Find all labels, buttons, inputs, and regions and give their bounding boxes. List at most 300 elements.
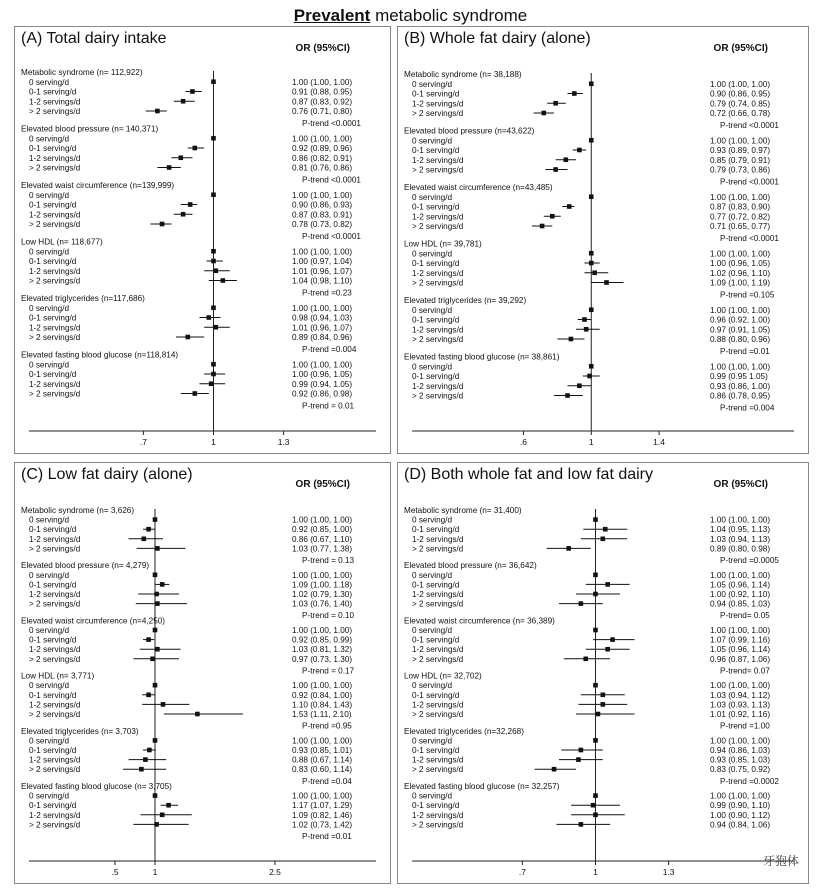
panel-title: (C) Low fat dairy (alone) — [21, 466, 193, 483]
x-tick-label: 1 — [211, 437, 216, 447]
or-ci-label: 1.03 (0.94, 1.13) — [710, 534, 771, 544]
row-label: > 2 servings/d — [29, 710, 81, 719]
or-ci-label: 0.79 (0.73, 0.86) — [710, 165, 771, 175]
row-label: 0 serving/d — [29, 736, 70, 746]
or-marker — [209, 381, 214, 386]
group-label: Elevated blood pressure (n= 140,371) — [21, 124, 159, 134]
or-ci-label: 0.77 (0.72, 0.82) — [710, 212, 771, 222]
or-ci-label: 1.00 (1.00, 1.00) — [710, 305, 771, 315]
or-ci-label: 0.99 (0.95 1.05) — [710, 372, 768, 381]
or-ci-label: 1.00 (1.00, 1.00) — [710, 362, 771, 372]
row-label: 0 serving/d — [29, 247, 70, 257]
or-ci-label: 0.90 (0.86, 0.95) — [710, 89, 771, 99]
or-ci-label: 1.00 (1.00, 1.00) — [710, 249, 771, 259]
or-marker — [591, 803, 596, 808]
or-header: OR (95%CI) — [295, 43, 350, 54]
group-label: Elevated waist circumference (n=4,250) — [21, 616, 166, 626]
forest-plot — [398, 27, 808, 453]
row-label: > 2 servings/d — [412, 109, 464, 118]
or-marker — [589, 138, 594, 143]
row-label: 0 serving/d — [412, 736, 453, 746]
group-label: Metabolic syndrome (n= 3,626) — [21, 506, 135, 515]
watermark-text: 牙狍体 — [762, 854, 799, 868]
row-label: 0-1 serving/d — [29, 580, 77, 590]
or-ci-label: 1.03 (0.76, 1.40) — [292, 599, 353, 609]
panel-whole-fat — [397, 26, 809, 454]
group-label: Elevated waist circumference (n=139,999) — [21, 181, 175, 190]
or-ci-label: 1.02 (0.96, 1.10) — [710, 268, 771, 278]
or-ci-label: 0.92 (0.85, 1.00) — [292, 525, 353, 535]
or-ci-label: 1.00 (1.00, 1.00) — [710, 79, 771, 89]
row-label: > 2 servings/d — [29, 544, 81, 554]
row-label: 0-1 serving/d — [412, 746, 460, 755]
group-label: Elevated triglycerides (n= 39,292) — [404, 296, 527, 305]
or-marker — [589, 251, 594, 256]
row-label: 0-1 serving/d — [29, 690, 77, 700]
or-marker — [160, 813, 165, 818]
row-label: > 2 servings/d — [29, 389, 81, 399]
or-marker — [193, 391, 198, 396]
or-ci-label: 1.00 (1.00, 1.00) — [710, 791, 771, 801]
or-marker — [589, 261, 594, 266]
or-marker — [188, 202, 193, 207]
or-ci-label: 1.05 (0.96, 1.14) — [710, 580, 771, 590]
group-label: Metabolic syndrome (n= 112,922) — [21, 68, 143, 77]
or-marker — [601, 537, 606, 542]
or-ci-label: 1.09 (1.00, 1.19) — [710, 278, 771, 288]
or-marker — [553, 167, 558, 172]
x-tick-label: 1 — [152, 867, 158, 877]
row-label: > 2 servings/d — [412, 165, 464, 175]
group-label: Low HDL (n= 39,781) — [404, 239, 482, 249]
or-ci-label: 0.99 (0.94, 1.05) — [292, 379, 353, 389]
or-ci-label: 0.79 (0.74, 0.85) — [710, 99, 771, 109]
row-label: 1-2 servings/d — [412, 755, 464, 765]
row-label: 0-1 serving/d — [29, 746, 77, 755]
row-label: 0 serving/d — [29, 303, 70, 313]
or-marker — [589, 307, 594, 312]
or-marker — [566, 546, 571, 551]
group-label: Elevated fasting blood glucose (n=118,814) — [21, 350, 179, 360]
title-rest: metabolic syndrome — [370, 6, 528, 25]
or-marker — [593, 628, 598, 633]
or-marker — [211, 372, 216, 377]
or-marker — [147, 748, 152, 753]
row-label: 0-1 serving/d — [412, 690, 460, 700]
or-marker — [190, 89, 195, 94]
p-trend-label: P-trend <0.0001 — [302, 118, 361, 128]
row-label: 0 serving/d — [412, 791, 453, 801]
or-header: OR (95%CI) — [713, 479, 768, 490]
or-marker — [146, 527, 151, 532]
or-ci-label: 1.00 (0.92, 1.10) — [710, 590, 771, 599]
row-label: 0-1 serving/d — [29, 801, 77, 811]
row-label: 1-2 servings/d — [412, 99, 464, 109]
row-label: 0-1 serving/d — [412, 372, 460, 381]
p-trend-label: P-trend =0.23 — [302, 288, 352, 298]
row-label: 0 serving/d — [412, 626, 453, 635]
row-label: > 2 servings/d — [29, 220, 81, 229]
or-ci-label: 0.87 (0.83, 0.92) — [292, 97, 353, 107]
row-label: > 2 servings/d — [412, 222, 464, 231]
or-ci-label: 1.00 (1.00, 1.00) — [292, 736, 353, 746]
or-ci-label: 0.99 (0.90, 1.10) — [710, 801, 771, 811]
or-marker — [167, 165, 172, 170]
or-ci-label: 0.86 (0.78, 0.95) — [710, 391, 771, 401]
row-label: 1-2 servings/d — [412, 381, 464, 391]
p-trend-label: P-trend =0.004 — [302, 344, 357, 354]
or-ci-label: 1.04 (0.98, 1.10) — [292, 276, 353, 286]
p-trend-label: P-trend =0.105 — [720, 290, 775, 300]
or-ci-label: 1.00 (1.00, 1.00) — [292, 570, 353, 580]
row-label: 0-1 serving/d — [29, 635, 77, 645]
row-label: 0 serving/d — [412, 249, 453, 259]
group-label: Elevated blood pressure (n=43,622) — [404, 126, 535, 136]
x-tick-label: 1 — [593, 867, 598, 877]
or-ci-label: 0.72 (0.66, 0.78) — [710, 109, 771, 118]
or-marker — [587, 374, 592, 379]
or-header: OR (95%CI) — [295, 479, 350, 490]
or-marker — [567, 204, 572, 209]
row-label: 1-2 servings/d — [412, 212, 464, 222]
or-ci-label: 1.00 (0.96, 1.05) — [710, 259, 771, 268]
or-ci-label: 1.00 (1.00, 1.00) — [292, 360, 353, 370]
row-label: 0 serving/d — [29, 681, 70, 691]
p-trend-label: P-trend= 0.07 — [720, 666, 770, 676]
or-marker — [181, 99, 186, 104]
or-ci-label: 1.00 (1.00, 1.00) — [292, 626, 353, 635]
or-header: OR (95%CI) — [713, 43, 768, 54]
group-label: Elevated fasting blood glucose (n= 3,705) — [21, 782, 172, 791]
or-ci-label: 0.93 (0.85, 1.03) — [710, 755, 771, 765]
group-label: Low HDL (n= 32,702) — [404, 671, 482, 681]
or-marker — [154, 822, 159, 827]
row-label: > 2 servings/d — [29, 333, 81, 342]
row-label: 1-2 servings/d — [29, 534, 81, 544]
p-trend-label: P-trend = 0.13 — [302, 556, 355, 565]
or-marker — [153, 573, 158, 578]
or-ci-label: 1.00 (1.00, 1.00) — [710, 626, 771, 635]
or-marker — [589, 81, 594, 86]
row-label: > 2 servings/d — [29, 654, 81, 664]
or-marker — [564, 157, 569, 162]
or-ci-label: 1.00 (1.00, 1.00) — [710, 192, 771, 202]
or-ci-label: 1.00 (1.00, 1.00) — [292, 190, 353, 200]
or-ci-label: 1.04 (0.95, 1.13) — [710, 525, 771, 535]
or-ci-label: 1.00 (1.00, 1.00) — [710, 570, 771, 580]
or-ci-label: 1.00 (1.00, 1.00) — [710, 736, 771, 746]
or-ci-label: 1.03 (0.77, 1.38) — [292, 544, 353, 554]
p-trend-label: P-trend= 0.05 — [720, 611, 770, 621]
row-label: 0 serving/d — [29, 626, 70, 635]
or-ci-label: 1.03 (0.93, 1.13) — [710, 700, 771, 710]
p-trend-label: P-trend =0.01 — [720, 346, 770, 356]
row-label: 1-2 servings/d — [29, 379, 81, 389]
p-trend-label: P-trend <0.0001 — [720, 233, 779, 243]
p-trend-label: P-trend =0.0002 — [720, 776, 779, 786]
or-ci-label: 1.00 (1.00, 1.00) — [292, 303, 353, 313]
group-label: Low HDL (n= 3,771) — [21, 671, 95, 681]
or-marker — [553, 101, 558, 106]
or-marker — [593, 793, 598, 798]
forest-plot — [15, 463, 390, 883]
x-tick-label: 1.3 — [662, 867, 675, 877]
or-ci-label: 0.93 (0.85, 1.01) — [292, 746, 353, 755]
or-marker — [214, 268, 219, 273]
or-marker — [195, 712, 200, 717]
x-tick-label: 2.5 — [269, 867, 281, 877]
row-label: 1-2 servings/d — [29, 210, 81, 220]
row-label: > 2 servings/d — [412, 335, 464, 344]
or-marker — [185, 335, 190, 340]
row-label: 1-2 servings/d — [412, 325, 464, 335]
or-marker — [604, 280, 609, 285]
or-ci-label: 1.17 (1.07, 1.29) — [292, 801, 353, 811]
row-label: > 2 servings/d — [412, 710, 464, 719]
or-marker — [153, 628, 158, 633]
or-marker — [153, 517, 158, 522]
row-label: > 2 servings/d — [412, 654, 464, 664]
or-marker — [583, 657, 588, 662]
row-label: 0-1 serving/d — [412, 146, 460, 155]
or-marker — [576, 757, 581, 762]
x-tick-label: .5 — [111, 867, 119, 877]
p-trend-label: P-trend =1.00 — [720, 721, 770, 731]
or-ci-label: 1.02 (0.79, 1.30) — [292, 590, 353, 599]
row-label: 0 serving/d — [29, 190, 70, 200]
group-label: Elevated triglycerides (n=117,686) — [21, 294, 145, 303]
row-label: 0-1 serving/d — [29, 525, 77, 535]
forest-plot — [398, 463, 808, 883]
p-trend-label: P-trend <0.0001 — [720, 120, 779, 130]
or-ci-label: 0.92 (0.89, 0.96) — [292, 144, 353, 153]
or-marker — [605, 647, 610, 652]
or-ci-label: 0.76 (0.71, 0.80) — [292, 107, 353, 116]
or-ci-label: 1.03 (0.81, 1.32) — [292, 645, 353, 655]
p-trend-label: P-trend =0.004 — [720, 403, 775, 413]
or-ci-label: 0.81 (0.76, 0.86) — [292, 163, 353, 173]
or-ci-label: 0.83 (0.60, 1.14) — [292, 765, 353, 775]
or-ci-label: 1.00 (1.00, 1.00) — [710, 681, 771, 691]
or-marker — [605, 582, 610, 587]
or-marker — [589, 194, 594, 199]
row-label: 1-2 servings/d — [29, 590, 81, 599]
or-marker — [178, 155, 183, 160]
row-label: 1-2 servings/d — [29, 645, 81, 655]
or-ci-label: 1.03 (0.94, 1.12) — [710, 690, 771, 700]
or-ci-label: 0.85 (0.79, 0.91) — [710, 155, 771, 165]
row-label: 0-1 serving/d — [29, 200, 77, 210]
p-trend-label: P-trend =0.0005 — [720, 556, 779, 565]
or-ci-label: 0.92 (0.85, 0.99) — [292, 635, 353, 645]
row-label: 1-2 servings/d — [412, 590, 464, 599]
or-ci-label: 0.98 (0.94, 1.03) — [292, 313, 353, 323]
panel-title: (A) Total dairy intake — [21, 30, 167, 47]
x-tick-label: 1 — [588, 437, 594, 447]
or-ci-label: 1.01 (0.96, 1.07) — [292, 266, 353, 276]
p-trend-label: P-trend = 0.01 — [302, 401, 355, 411]
or-marker — [155, 546, 160, 551]
or-ci-label: 0.91 (0.88, 0.95) — [292, 87, 353, 97]
p-trend-label: P-trend =0.95 — [302, 721, 352, 731]
or-ci-label: 0.71 (0.65, 0.77) — [710, 222, 771, 231]
or-ci-label: 0.86 (0.67, 1.10) — [292, 534, 353, 544]
or-marker — [552, 767, 557, 772]
or-ci-label: 1.05 (0.96, 1.14) — [710, 645, 771, 655]
or-ci-label: 1.53 (1.11, 2.10) — [292, 710, 352, 719]
or-ci-label: 1.00 (1.00, 1.00) — [292, 681, 353, 691]
or-marker — [593, 738, 598, 743]
or-ci-label: 1.09 (0.82, 1.46) — [292, 810, 353, 820]
row-label: > 2 servings/d — [412, 278, 464, 288]
panel-title: (D) Both whole fat and low fat dairy — [404, 466, 654, 483]
or-ci-label: 1.00 (1.00, 1.00) — [292, 515, 353, 525]
row-label: 0 serving/d — [412, 362, 453, 372]
row-label: 0-1 serving/d — [29, 144, 77, 153]
p-trend-label: P-trend <0.0001 — [302, 175, 361, 185]
or-marker — [596, 712, 601, 717]
or-marker — [211, 192, 216, 197]
or-marker — [610, 637, 615, 642]
row-label: 0-1 serving/d — [29, 313, 77, 323]
or-ci-label: 1.02 (0.73, 1.42) — [292, 820, 353, 830]
group-label: Elevated triglycerides (n=32,268) — [404, 726, 524, 736]
row-label: 0 serving/d — [29, 360, 70, 370]
or-marker — [214, 325, 219, 330]
or-ci-label: 0.89 (0.84, 0.96) — [292, 333, 353, 342]
or-marker — [541, 111, 546, 116]
p-trend-label: P-trend =0.04 — [302, 776, 352, 786]
or-ci-label: 1.07 (0.99, 1.16) — [710, 635, 771, 645]
or-ci-label: 0.96 (0.92, 1.00) — [710, 315, 771, 325]
row-label: > 2 servings/d — [29, 765, 81, 775]
or-marker — [153, 683, 158, 688]
or-ci-label: 0.83 (0.75, 0.92) — [710, 765, 771, 775]
or-marker — [565, 393, 570, 398]
or-marker — [579, 822, 584, 827]
row-label: 0-1 serving/d — [412, 635, 460, 645]
or-ci-label: 1.00 (0.96, 1.05) — [292, 370, 353, 379]
row-label: 1-2 servings/d — [412, 645, 464, 655]
p-trend-label: P-trend <0.0001 — [720, 177, 779, 187]
row-label: 0 serving/d — [412, 305, 453, 315]
or-marker — [155, 647, 160, 652]
row-label: 0 serving/d — [412, 681, 453, 691]
or-ci-label: 1.00 (1.00, 1.00) — [292, 791, 353, 801]
row-label: 0-1 serving/d — [412, 525, 460, 535]
or-ci-label: 1.00 (1.00, 1.00) — [292, 77, 353, 87]
row-label: 0 serving/d — [412, 79, 453, 89]
or-marker — [211, 362, 216, 367]
or-marker — [221, 278, 226, 283]
or-marker — [582, 317, 587, 322]
row-label: > 2 servings/d — [29, 276, 81, 286]
or-marker — [569, 337, 574, 342]
title-prefix: Prevalent — [293, 6, 371, 25]
row-label: 0-1 serving/d — [29, 87, 77, 97]
row-label: > 2 servings/d — [412, 391, 464, 401]
or-marker — [211, 79, 216, 84]
or-marker — [603, 527, 608, 532]
row-label: 1-2 servings/d — [29, 323, 81, 333]
p-trend-label: P-trend =0.01 — [302, 832, 352, 841]
row-label: 0-1 serving/d — [412, 259, 460, 268]
or-ci-label: 0.87 (0.83, 0.90) — [710, 202, 771, 212]
or-ci-label: 1.09 (1.00, 1.18) — [292, 580, 353, 590]
p-trend-label: P-trend = 0.17 — [302, 666, 355, 676]
or-marker — [160, 582, 165, 587]
row-label: 0-1 serving/d — [29, 370, 77, 379]
row-label: 0 serving/d — [412, 570, 453, 580]
row-label: > 2 servings/d — [29, 820, 81, 830]
or-marker — [211, 136, 216, 141]
or-ci-label: 1.00 (1.00, 1.00) — [710, 136, 771, 146]
x-tick-label: 1.3 — [277, 437, 290, 447]
row-label: 1-2 servings/d — [29, 153, 81, 163]
or-marker — [577, 148, 582, 153]
row-label: 0 serving/d — [29, 134, 70, 144]
p-trend-label: P-trend = 0.10 — [302, 611, 355, 621]
row-label: 1-2 servings/d — [29, 755, 81, 765]
or-marker — [601, 693, 606, 698]
x-tick-label: 1.4 — [653, 437, 666, 447]
or-ci-label: 1.01 (0.92, 1.16) — [710, 710, 771, 719]
row-label: 0-1 serving/d — [29, 257, 77, 266]
group-label: Elevated waist circumference (n=43,485) — [404, 183, 553, 192]
or-marker — [153, 793, 158, 798]
or-ci-label: 1.10 (0.84, 1.43) — [292, 700, 353, 710]
or-marker — [577, 383, 582, 388]
or-marker — [146, 693, 151, 698]
row-label: 1-2 servings/d — [29, 700, 81, 710]
or-marker — [155, 109, 160, 114]
or-ci-label: 0.90 (0.86, 0.93) — [292, 200, 353, 210]
or-marker — [160, 222, 165, 227]
row-label: 1-2 servings/d — [29, 97, 81, 107]
or-marker — [579, 748, 584, 753]
or-marker — [193, 146, 198, 151]
row-label: 0-1 serving/d — [412, 202, 460, 212]
or-ci-label: 0.94 (0.86, 1.03) — [710, 746, 771, 755]
or-marker — [146, 637, 151, 642]
or-ci-label: 0.92 (0.84, 1.00) — [292, 690, 353, 700]
or-ci-label: 0.94 (0.85, 1.03) — [710, 599, 771, 609]
or-ci-label: 1.00 (0.97, 1.04) — [292, 257, 353, 266]
or-ci-label: 1.00 (0.90, 1.12) — [710, 810, 771, 820]
or-marker — [593, 573, 598, 578]
or-marker — [593, 517, 598, 522]
row-label: 1-2 servings/d — [412, 810, 464, 820]
group-label: Metabolic syndrome (n= 31,400) — [404, 506, 522, 515]
row-label: 1-2 servings/d — [29, 266, 81, 276]
or-marker — [593, 683, 598, 688]
row-label: 1-2 servings/d — [412, 155, 464, 165]
x-tick-label: .7 — [518, 867, 526, 877]
row-label: 0-1 serving/d — [412, 89, 460, 99]
row-label: 1-2 servings/d — [412, 700, 464, 710]
row-label: 0 serving/d — [29, 515, 70, 525]
row-label: 0-1 serving/d — [412, 801, 460, 811]
or-marker — [154, 592, 159, 597]
group-label: Elevated triglycerides (n= 3,703) — [21, 726, 139, 736]
or-ci-label: 0.87 (0.83, 0.91) — [292, 210, 353, 220]
or-marker — [593, 813, 598, 818]
or-ci-label: 0.86 (0.82, 0.91) — [292, 153, 353, 163]
or-marker — [153, 738, 158, 743]
row-label: 0 serving/d — [29, 570, 70, 580]
or-marker — [592, 270, 597, 275]
or-ci-label: 0.93 (0.89, 0.97) — [710, 146, 771, 155]
